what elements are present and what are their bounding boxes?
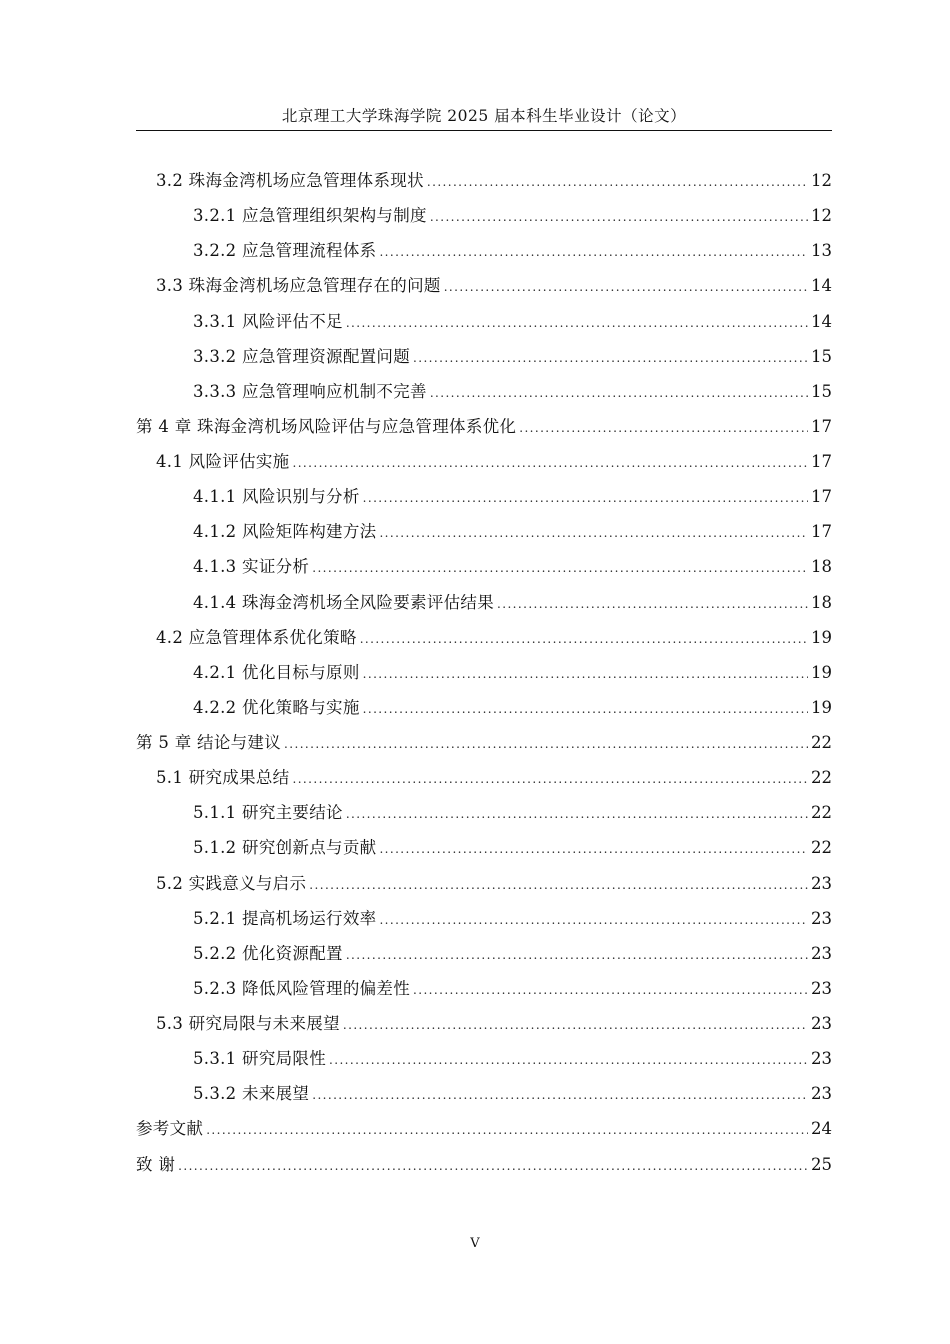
toc-entry-title[interactable]: 4.1.2 风险矩阵构建方法 bbox=[193, 522, 377, 542]
toc-entry-page-number: 19 bbox=[811, 627, 832, 647]
toc-entry-title[interactable]: 致 谢 bbox=[136, 1154, 176, 1174]
toc-entry[interactable] bbox=[136, 760, 832, 795]
toc-entry[interactable] bbox=[136, 901, 832, 936]
toc-entry-title[interactable]: 第 4 章 珠海金湾机场风险评估与应急管理体系优化 bbox=[136, 416, 517, 436]
toc-entry[interactable] bbox=[136, 795, 832, 830]
toc-dot-leader bbox=[413, 341, 808, 376]
toc-dot-leader bbox=[346, 938, 808, 973]
toc-entry-title[interactable]: 5.2.2 优化资源配置 bbox=[193, 943, 343, 963]
toc-dot-leader bbox=[379, 903, 808, 938]
toc-entry[interactable] bbox=[136, 198, 832, 233]
toc-dot-leader bbox=[430, 376, 808, 411]
toc-entry-page-number: 23 bbox=[811, 1049, 832, 1069]
toc-entry-page-number: 23 bbox=[811, 1084, 832, 1104]
toc-dot-leader bbox=[427, 165, 808, 200]
toc-entry[interactable] bbox=[136, 866, 832, 901]
toc-dot-leader bbox=[309, 868, 808, 903]
toc-entry-page-number: 13 bbox=[811, 241, 832, 261]
toc-dot-leader bbox=[379, 235, 808, 270]
toc-dot-leader bbox=[206, 1113, 808, 1148]
toc-entry-page-number: 18 bbox=[811, 557, 832, 577]
toc-entry-title[interactable]: 5.1.1 研究主要结论 bbox=[193, 803, 343, 823]
toc-entry-page-number: 12 bbox=[811, 171, 832, 190]
toc-entry-page-number: 23 bbox=[811, 908, 832, 928]
toc-entry-title[interactable]: 3.3.1 风险评估不足 bbox=[193, 311, 343, 331]
toc-entry-title[interactable]: 4.2 应急管理体系优化策略 bbox=[156, 627, 357, 647]
toc-entry-title[interactable]: 3.3 珠海金湾机场应急管理存在的问题 bbox=[156, 276, 441, 296]
toc-dot-leader bbox=[363, 481, 808, 516]
page-header-title: 北京理工大学珠海学院 2025 届本科生毕业设计（论文） bbox=[281, 107, 687, 125]
toc-entry-title[interactable]: 5.1.2 研究创新点与贡献 bbox=[193, 838, 377, 858]
toc-entry[interactable] bbox=[136, 514, 832, 549]
toc-entry-page-number: 12 bbox=[811, 206, 832, 226]
toc-entry[interactable] bbox=[136, 585, 832, 620]
toc-dot-leader bbox=[346, 797, 808, 832]
toc-entry-page-number: 17 bbox=[811, 487, 832, 507]
toc-entry[interactable] bbox=[136, 690, 832, 725]
toc-entry-page-number: 24 bbox=[811, 1119, 832, 1139]
toc-entry-title[interactable]: 4.1.3 实证分析 bbox=[193, 557, 310, 577]
toc-entry-page-number: 22 bbox=[811, 768, 832, 788]
toc-dot-leader bbox=[413, 973, 808, 1008]
toc-dot-leader bbox=[360, 622, 808, 657]
toc-entry-title[interactable]: 3.2 珠海金湾机场应急管理体系现状 bbox=[156, 171, 424, 190]
toc-entry-page-number: 19 bbox=[811, 662, 832, 682]
table-of-contents bbox=[136, 163, 832, 1182]
toc-entry-title[interactable]: 3.3.2 应急管理资源配置问题 bbox=[193, 346, 411, 366]
toc-entry-title[interactable]: 5.2.1 提高机场运行效率 bbox=[193, 908, 377, 928]
toc-entry-page-number: 17 bbox=[811, 416, 832, 436]
toc-dot-leader bbox=[293, 446, 809, 481]
toc-entry-title[interactable]: 5.3.2 未来展望 bbox=[193, 1084, 310, 1104]
toc-entry-page-number: 23 bbox=[811, 1014, 832, 1033]
toc-entry-title[interactable]: 5.3 研究局限与未来展望 bbox=[156, 1014, 340, 1033]
toc-entry[interactable] bbox=[136, 1006, 832, 1041]
toc-entry-page-number: 22 bbox=[811, 733, 832, 752]
toc-dot-leader bbox=[379, 832, 808, 867]
header-rule bbox=[136, 130, 832, 131]
toc-entry[interactable] bbox=[136, 304, 832, 339]
toc-entry[interactable] bbox=[136, 1147, 832, 1182]
toc-entry-page-number: 15 bbox=[811, 381, 832, 401]
toc-entry-page-number: 15 bbox=[811, 346, 832, 366]
toc-entry-page-number: 23 bbox=[811, 943, 832, 963]
toc-dot-leader bbox=[293, 762, 809, 797]
toc-entry-page-number: 14 bbox=[811, 311, 832, 331]
toc-dot-leader bbox=[329, 1043, 808, 1078]
toc-entry[interactable] bbox=[136, 1041, 832, 1076]
toc-entry[interactable] bbox=[136, 163, 832, 198]
toc-entry[interactable] bbox=[136, 233, 832, 268]
toc-entry[interactable] bbox=[136, 725, 832, 760]
toc-entry-page-number: 17 bbox=[811, 452, 832, 471]
toc-dot-leader bbox=[430, 200, 808, 235]
toc-entry-title[interactable]: 3.2.1 应急管理组织架构与制度 bbox=[193, 206, 427, 226]
toc-entry-title[interactable]: 5.2 实践意义与启示 bbox=[156, 873, 307, 893]
toc-entry[interactable] bbox=[136, 971, 832, 1006]
toc-entry[interactable] bbox=[136, 1076, 832, 1111]
toc-entry-title[interactable]: 3.3.3 应急管理响应机制不完善 bbox=[193, 381, 427, 401]
toc-entry[interactable] bbox=[136, 936, 832, 971]
toc-entry-page-number: 23 bbox=[811, 873, 832, 893]
toc-entry[interactable] bbox=[136, 479, 832, 514]
toc-entry-title[interactable]: 4.1.4 珠海金湾机场全风险要素评估结果 bbox=[193, 592, 495, 612]
toc-entry-page-number: 19 bbox=[811, 697, 832, 717]
toc-dot-leader bbox=[497, 587, 808, 622]
toc-entry-title[interactable]: 第 5 章 结论与建议 bbox=[136, 733, 282, 752]
toc-entry-title[interactable]: 3.2.2 应急管理流程体系 bbox=[193, 241, 377, 261]
toc-entry[interactable] bbox=[136, 1111, 832, 1146]
toc-entry[interactable] bbox=[136, 444, 832, 479]
page-number: V bbox=[470, 1236, 480, 1251]
toc-entry-title[interactable]: 4.2.2 优化策略与实施 bbox=[193, 697, 360, 717]
toc-entry[interactable] bbox=[136, 268, 832, 303]
toc-entry-page-number: 22 bbox=[811, 803, 832, 823]
toc-dot-leader bbox=[346, 306, 808, 341]
toc-entry[interactable] bbox=[136, 830, 832, 865]
toc-entry-title[interactable]: 4.1 风险评估实施 bbox=[156, 452, 290, 471]
toc-dot-leader bbox=[363, 692, 808, 727]
toc-entry[interactable] bbox=[136, 409, 832, 444]
toc-entry-title[interactable]: 5.3.1 研究局限性 bbox=[193, 1049, 327, 1069]
toc-dot-leader bbox=[178, 1149, 808, 1184]
toc-dot-leader bbox=[284, 727, 808, 762]
toc-entry-title[interactable]: 4.2.1 优化目标与原则 bbox=[193, 662, 360, 682]
toc-entry-title[interactable]: 参考文献 bbox=[136, 1119, 204, 1139]
toc-dot-leader bbox=[363, 657, 808, 692]
toc-dot-leader bbox=[519, 411, 808, 446]
toc-entry-page-number: 25 bbox=[811, 1154, 832, 1174]
toc-entry[interactable] bbox=[136, 655, 832, 690]
toc-dot-leader bbox=[444, 270, 808, 305]
toc-dot-leader bbox=[312, 1078, 808, 1113]
toc-entry-page-number: 17 bbox=[811, 522, 832, 542]
toc-entry[interactable] bbox=[136, 620, 832, 655]
toc-entry[interactable] bbox=[136, 339, 832, 374]
toc-entry-page-number: 22 bbox=[811, 838, 832, 858]
toc-entry-page-number: 18 bbox=[811, 592, 832, 612]
toc-entry-title[interactable]: 4.1.1 风险识别与分析 bbox=[193, 487, 360, 507]
toc-dot-leader bbox=[379, 516, 808, 551]
toc-entry[interactable] bbox=[136, 374, 832, 409]
toc-entry-page-number: 23 bbox=[811, 978, 832, 998]
toc-entry[interactable] bbox=[136, 549, 832, 584]
toc-entry-title[interactable]: 5.1 研究成果总结 bbox=[156, 768, 290, 788]
toc-dot-leader bbox=[312, 551, 808, 586]
toc-entry-title[interactable]: 5.2.3 降低风险管理的偏差性 bbox=[193, 978, 411, 998]
toc-entry-page-number: 14 bbox=[811, 276, 832, 296]
toc-dot-leader bbox=[343, 1008, 808, 1043]
